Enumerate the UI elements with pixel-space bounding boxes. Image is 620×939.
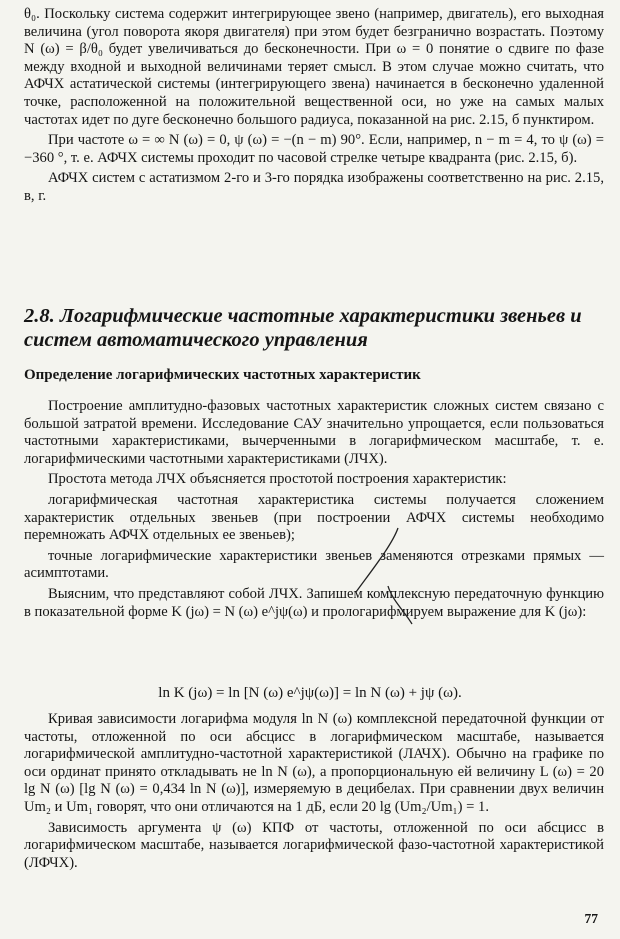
list-item: точные логарифмические характеристики звеньев заменяются отрезками прямых — асимптотами. xyxy=(24,547,604,582)
log-formula: ln K (jω) = ln [N (ω) e^jψ(ω)] = ln N (ω) + jψ (ω). xyxy=(158,685,462,701)
list-item: логарифмическая частотная характеристика системы получается сложением характеристик отдельных звеньев (при построении АФЧХ системы необходимо перемножать АФЧХ отдельных ее звеньев); xyxy=(24,491,604,544)
subsection-heading: Определение логарифмических частотных характеристик xyxy=(24,367,421,383)
paragraph: Выясним, что представляют собой ЛЧХ. Запишем комплексную передаточную функцию в показательной форме K (jω) = N (ω) e^jψ(ω) и прологарифмируем выражение для K (jω): xyxy=(24,585,604,620)
paragraph: АФЧХ систем с астатизмом 2-го и 3-го порядка изображены соответственно на рис. 2.15, в, г. xyxy=(24,170,604,204)
section-heading: 2.8. Логарифмические частотные характеристики звеньев и систем автоматического управления xyxy=(24,305,582,351)
paragraph: При частоте ω = ∞ N (ω) = 0, ψ (ω) = −(n − m) 90°. Если, например, n − m = 4, то ψ (ω) = −360 °, т. е. АФЧХ системы проходит по часовой стрелке четыре квадранта (рис. 2.15, б). xyxy=(24,132,604,166)
paragraph: Кривая зависимости логарифма модуля ln N (ω) комплексной передаточной функции от частоты, отложенной по оси абсцисс в логарифмическом масштабе, называется логарифмической амплитудно-частотной характеристикой (ЛАЧХ). Обычно на графике по оси ординат принято откладывать не ln N (ω), а пропорциональную ей величину L (ω) = 20 lg N (ω) [lg N (ω) = 0,434 ln N (ω)], измеряемую в децибелах. При сравнении двух величин Um₂ и Um₁ говорят, что они отличаются на 1 дБ, если 20 lg (Um₂/Um₁) = 1. xyxy=(24,711,604,815)
page-number: 77 xyxy=(584,911,598,926)
paragraph: Зависимость аргумента ψ (ω) КПФ от частоты, отложенной по оси абсцисс в логарифмическом масштабе, называется логарифмической фазо-частотной характеристикой (ЛФЧХ). xyxy=(24,819,604,871)
intro-text-block xyxy=(24,6,604,206)
lch-text-block xyxy=(24,398,604,621)
paragraph: θ₀. Поскольку система содержит интегрирующее звено (например, двигатель), его выходная величина (угол поворота якоря двигателя) при этом будет безгранично возрастать. Поэтому N (ω) = β/θ₀ будет увеличиваться до бесконечности. При ω = 0 понятие о сдвиге по фазе между входной и выходной величинами теряет смысл. В этом случае можно считать, что АФЧХ астатической системы (интегрирующего звена) начинается в бесконечно удаленной точке, расположенной на положительной вещественной оси, но уже на самых малых частотах идет по дуге бесконечно большого радиуса, показанной на рис. 2.15, б пунктиром. xyxy=(24,6,604,128)
paragraph: Построение амплитудно-фазовых частотных характеристик сложных систем связано с большой затратой времени. Исследование САУ значительно упрощается, если пользоваться частотными характеристиками, вычерченными в логарифмическом масштабе, т. е. логарифмическими частотными характеристиками (ЛЧХ). xyxy=(24,398,604,467)
paragraph: Простота метода ЛЧХ объясняется простотой построения характеристик: xyxy=(48,471,507,488)
lafch-text-block xyxy=(24,711,604,872)
